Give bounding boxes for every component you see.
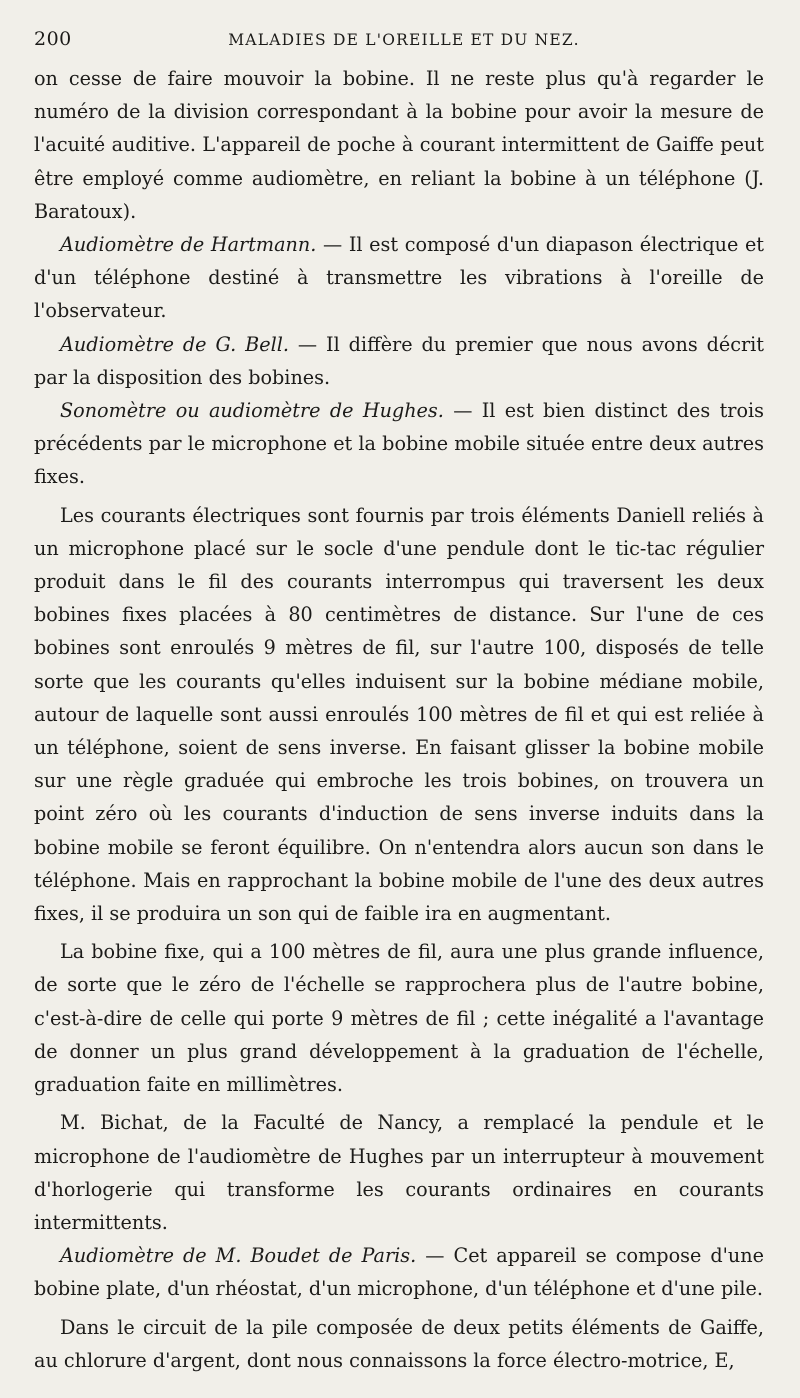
paragraph-p8 [34, 1239, 764, 1305]
paragraph-p1 [34, 62, 764, 228]
paragraph-text: on cesse de faire mouvoir la bobine. Il ne reste plus qu'à regarder le numéro de la division correspondant à la bobine pour avoir la mesure de l'acuité auditive. L'appareil de poche à courant intermittent de Gaiffe peut être employé comme audiomètre, en reliant la bobine à un téléphone (J. Baratoux). [34, 67, 764, 223]
paragraph-text: La bobine fixe, qui a 100 mètres de fil, aura une plus grande influence, de sorte que le zéro de l'échelle se rapprochera plus de l'autre bobine, c'est-à-dire de celle qui porte 9 mètres de fil ; cette inégalité a l'avantage de donner un plus grand développement à la graduation de l'échelle, graduation faite en millimètres. [34, 940, 764, 1097]
paragraph-text: Les courants électriques sont fournis par trois éléments Daniell reliés à un microphone placé sur le socle d'une pendule dont le tic-tac régulier produit dans le fil des courants interrompus qui traversent les deux bobines fixes placées à 80 centimètres de distance. Sur l'une de ces bobines sont enroulés 9 mètres de fil, sur l'autre 100, disposés de telle sorte que les courants qu'elles induisent sur la bobine médiane mobile, autour de laquelle sont aussi enroulés 100 mètres de fil et qui est reliée à un téléphone, soient de sens inverse. En faisant glisser la bobine mobile sur une règle graduée qui embroche les trois bobines, on trouvera un point zéro où les courants d'induction de sens inverse induits dans la bobine mobile se feront équilibre. On n'entendra alors aucun son dans le téléphone. Mais en rapprochant la bobine mobile de l'une des deux autres fixes, il se produira un son qui de faible ira en augmentant. [34, 503, 764, 926]
paragraph-p5 [34, 499, 764, 931]
paragraph-p6 [34, 935, 764, 1101]
italic-heading: Audiomètre de G. Bell. [60, 332, 289, 356]
italic-heading: Audiomètre de Hartmann. [60, 233, 317, 257]
paragraph-p3 [34, 328, 764, 394]
paragraph-text: — Cet appareil se compose d'une bobine plate, d'un rhéostat, d'un microphone, d'un téléphone et d'une pile. [34, 1244, 764, 1301]
running-head [34, 28, 764, 62]
paragraph-p4 [34, 394, 764, 494]
paragraph-text: Dans le circuit de la pile composée de deux petits éléments de Gaiffe, au chlorure d'argent, dont nous connaissons la force électro-motrice, E, [34, 1315, 764, 1372]
paragraph-p7 [34, 1106, 764, 1239]
running-title: MALADIES DE L'OREILLE ET DU NEZ. [228, 31, 580, 49]
paragraph-text: M. Bichat, de la Faculté de Nancy, a remplacé la pendule et le microphone de l'audiomètre de Hughes par un interrupteur à mouvement d'horlogerie qui transforme les courants ordinaires en courants intermittents. [34, 1111, 764, 1234]
paragraph-text: — Il diffère du premier que nous avons décrit par la disposition des bobines. [34, 332, 764, 389]
italic-heading: Audiomètre de M. Boudet de Paris. [60, 1244, 417, 1268]
italic-heading: Sonomètre ou audiomètre de Hughes. [60, 399, 444, 423]
paragraph-p9 [34, 1311, 764, 1377]
paragraph-text: — Il est composé d'un diapason électrique et d'un téléphone destiné à transmettre les vibrations à l'oreille de l'observateur. [34, 233, 765, 323]
paragraph-p2 [34, 228, 764, 328]
paragraph-text: — Il est bien distinct des trois précédents par le microphone et la bobine mobile située entre deux autres fixes. [34, 399, 764, 489]
page-number: 200 [34, 28, 72, 50]
body-text [34, 62, 764, 1377]
